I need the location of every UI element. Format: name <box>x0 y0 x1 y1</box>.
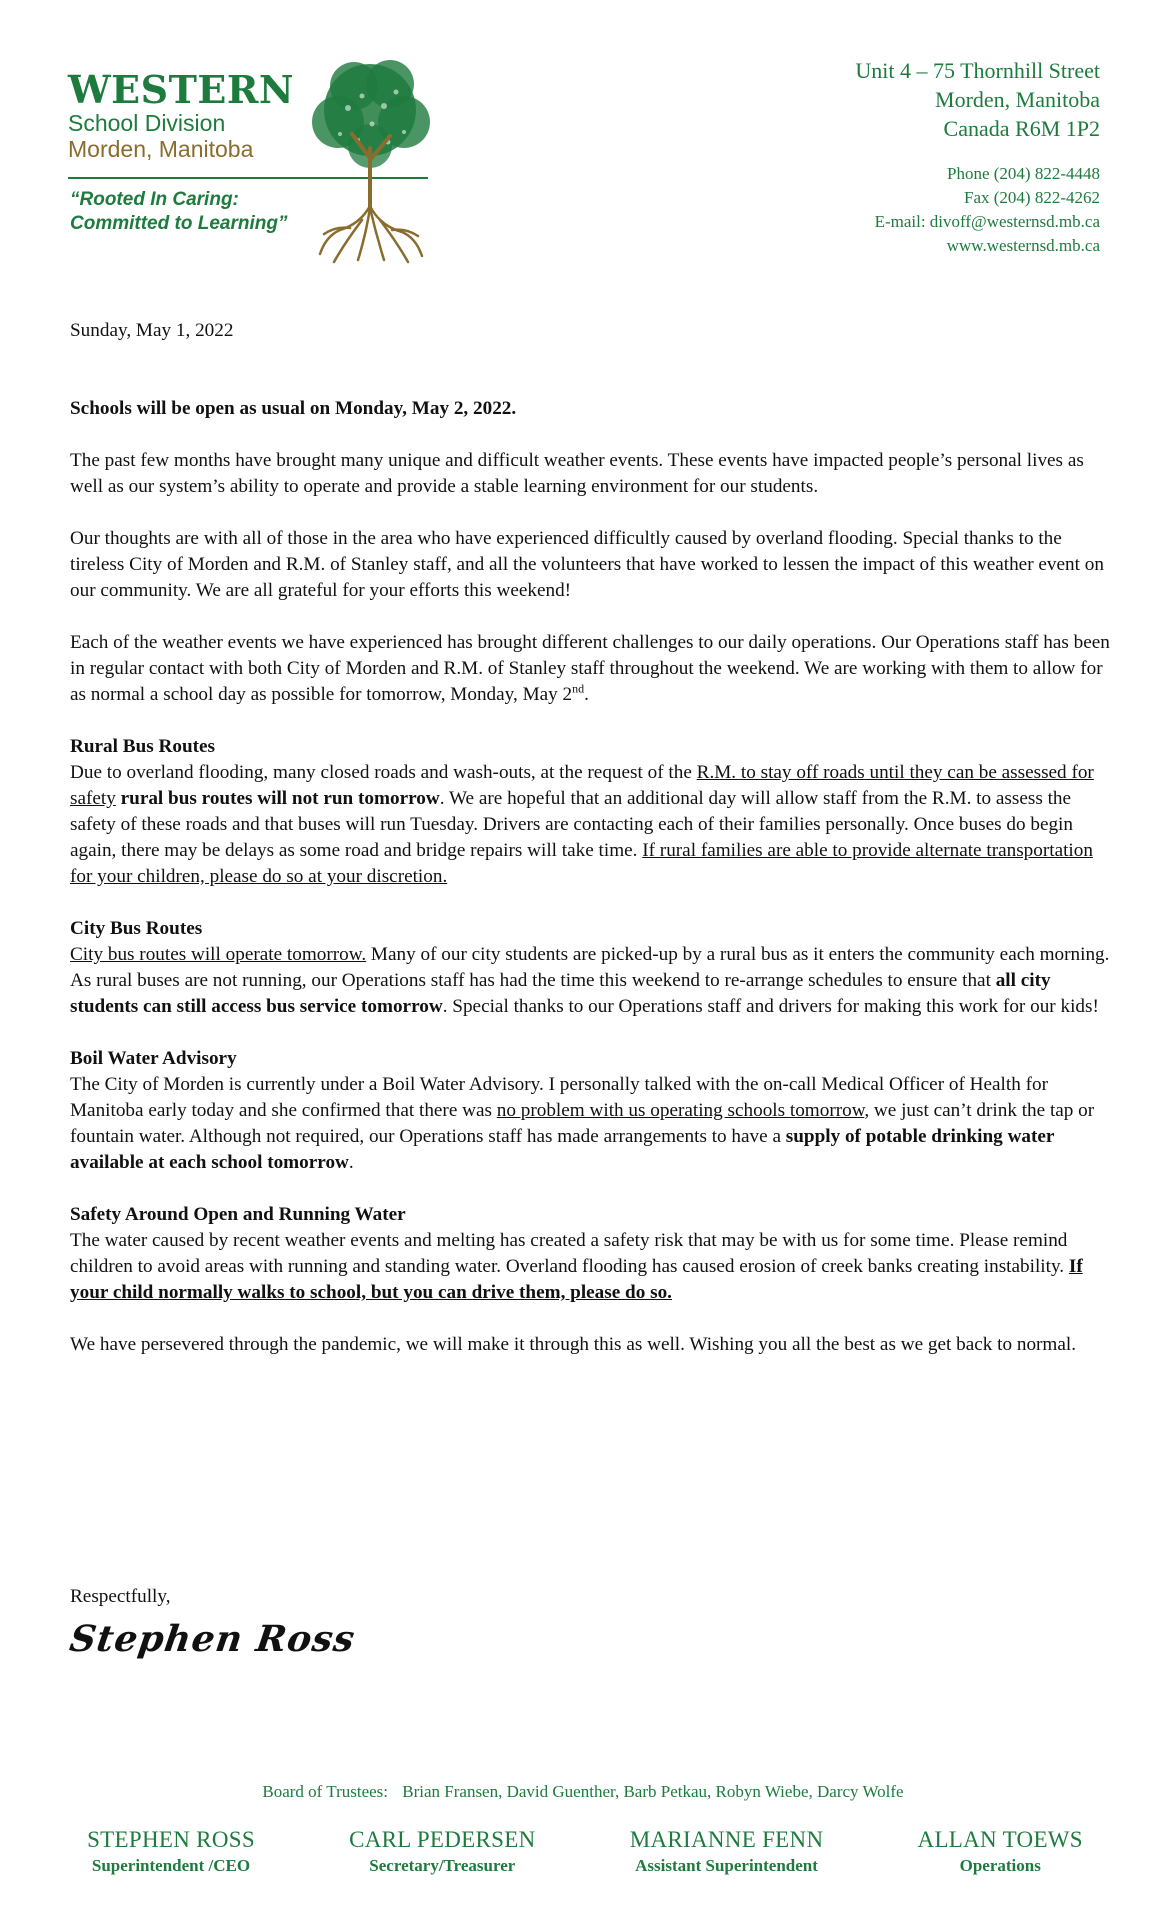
tree-logo-icon <box>300 48 440 268</box>
boil-text: . <box>348 1152 354 1173</box>
rural-text: Due to overland flooding, many closed roads and wash-outs, at the request of the <box>70 762 697 783</box>
events-superscript: nd <box>572 681 585 696</box>
officer <box>349 1826 535 1878</box>
letterhead <box>0 0 1166 300</box>
city-text: Many of our city students are picked-up by a rural bus as it enters the community each morning. As rural buses are not running, our Operations staff has had the time this weekend to re-arrange schedules to ensure that <box>70 944 1110 991</box>
section-heading: Boil Water Advisory <box>70 1048 237 1069</box>
water-safety-section <box>70 1202 1110 1306</box>
intro-paragraph: The past few months have brought many unique and difficult weather events. These events have impacted people’s personal lives as well as our system’s ability to operate and provide a stable learning environment for our students. <box>70 450 1084 497</box>
officers <box>40 1826 1130 1878</box>
letter-body <box>70 318 1110 1384</box>
rural-bold: rural bus routes will not run tomorrow <box>120 788 440 809</box>
boil-text: The City of Morden is currently under a Boil Water Advisory. I personally talked with the on-call Medical Officer of Health for Manitoba early today and she confirmed that there was <box>70 1074 1048 1121</box>
fax: Fax (204) 822-4262 <box>964 188 1100 207</box>
address-line: Morden, Manitoba <box>935 87 1100 112</box>
headline: Schools will be open as usual on Monday, May 2, 2022. <box>70 398 517 419</box>
officer-name: STEPHEN ROSS <box>87 1827 255 1852</box>
boil-underline: no problem with us operating schools tomorrow <box>496 1100 865 1121</box>
logo-wordmark <box>68 67 295 162</box>
closing-paragraph: We have persevered through the pandemic, we will make it through this as well. Wishing you all the best as we get back to normal. <box>70 1334 1077 1355</box>
safety-bold-underline: If your child normally walks to school, but you can drive them, please do so. <box>70 1256 1083 1303</box>
org-name: WESTERN <box>68 67 295 112</box>
signature: Stephen Ross <box>67 1618 358 1660</box>
city-text: . Special thanks to our Operations staff and drivers for making this work for our kids! <box>442 996 1099 1017</box>
trustees-label: Board of Trustees: <box>262 1782 389 1801</box>
officer-title: Assistant Superintendent <box>635 1856 818 1875</box>
officer <box>918 1826 1083 1878</box>
org-subtitle: School Division <box>68 110 226 136</box>
officer <box>630 1826 824 1878</box>
city-bus-section <box>70 916 1110 1020</box>
motto-line-1: “Rooted In Caring: <box>70 189 239 210</box>
boil-bold: supply of potable drinking water available at each school tomorrow <box>70 1126 1055 1173</box>
motto <box>70 188 287 236</box>
events-paragraph <box>70 630 1110 708</box>
address-line: Canada R6M 1P2 <box>943 116 1100 141</box>
officer <box>87 1826 255 1878</box>
phone: Phone (204) 822-4448 <box>947 164 1100 183</box>
rural-bus-section <box>70 734 1110 890</box>
mailing-address <box>855 56 1100 143</box>
city-underline: City bus routes will operate tomorrow. <box>70 944 367 965</box>
letter-date: Sunday, May 1, 2022 <box>70 320 234 341</box>
thoughts-paragraph: Our thoughts are with all of those in the area who have experienced difficultly caused by overland flooding. Special thanks to the tireless City of Morden and R.M. of Stanley staff, and all the volunteers that have worked to lessen the impact of this weather event on our community. We are all grateful for your efforts this weekend! <box>70 528 1104 601</box>
board-of-trustees <box>0 1782 1166 1802</box>
org-town: Morden, Manitoba <box>68 136 254 162</box>
email: E-mail: divoff@westernsd.mb.ca <box>874 212 1100 231</box>
city-bold: all city students can still access bus service tomorrow <box>70 970 1051 1017</box>
motto-line-2: Committed to Learning” <box>70 213 288 234</box>
events-end: . <box>584 684 589 705</box>
officer-title: Secretary/Treasurer <box>369 1856 516 1875</box>
boil-water-section <box>70 1046 1110 1176</box>
section-heading: Rural Bus Routes <box>70 736 215 757</box>
officer-title: Superintendent /CEO <box>91 1856 251 1875</box>
safety-text: The water caused by recent weather events and melting has created a safety risk that may be with us for some time. Please remind children to avoid areas with running and standing water. Overland flooding has caused erosion of creek banks creating instability. <box>70 1230 1069 1277</box>
rural-text: . We are hopeful that an additional day will allow staff from the R.M. to assess the safety of these roads and that buses will run Tuesday. Drivers are contacting each of their families personally. Once buses do begin again, there may be delays as some road and bridge repairs will take time. <box>70 788 1073 861</box>
officer-title: Operations <box>959 1856 1041 1875</box>
section-heading: City Bus Routes <box>70 918 203 939</box>
trustees-names: Brian Fransen, David Guenther, Barb Petkau, Robyn Wiebe, Darcy Wolfe <box>402 1782 904 1801</box>
rural-underline: R.M. to stay off roads until they can be assessed for safety <box>70 762 1094 809</box>
address-line: Unit 4 – 75 Thornhill Street <box>855 58 1100 83</box>
website: www.westernsd.mb.ca <box>946 236 1100 255</box>
signoff: Respectfully, <box>70 1586 171 1607</box>
boil-text: , we just can’t drink the tap or fountain water. Although not required, our Operations staff has made arrangements to have a <box>70 1100 1095 1147</box>
section-heading: Safety Around Open and Running Water <box>70 1204 406 1225</box>
officer-name: CARL PEDERSEN <box>349 1827 536 1852</box>
contact-info <box>875 162 1100 258</box>
officer-name: ALLAN TOEWS <box>917 1827 1083 1852</box>
rural-underline: If rural families are able to provide alternate transportation for your children, please do so at your discretion. <box>70 840 1093 887</box>
events-text: Each of the weather events we have experienced has brought different challenges to our daily operations. Our Operations staff has been in regular contact with both City of Morden and R.M. of Stanley staff throughout the weekend. We are working with them to allow for as normal a school day as possible for tomorrow, Monday, May 2 <box>70 632 1110 705</box>
officer-name: MARIANNE FENN <box>629 1827 824 1852</box>
